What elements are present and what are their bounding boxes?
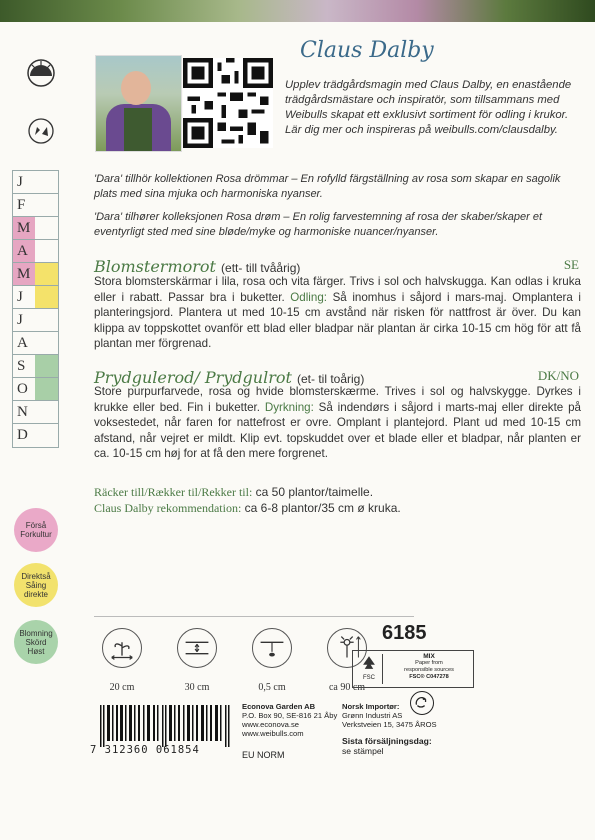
plant-name-dk: Prydgulerod/ Prydgulrot bbox=[94, 368, 292, 387]
intro-text: Upplev trädgårdsmagin med Claus Dalby, en enastående trädgårdsmästare och inspiratör, som tillsammans med Weibulls skapat ett exklusivt sortiment för odling i krukor. Lär dig mer och inspireras på weibulls.com/clausdalby. bbox=[285, 79, 572, 136]
importer-info: Norsk Importør: Grønn Industri AS Verkstveien 15, 3475 ÅROS bbox=[342, 702, 437, 729]
sowing-depth-icon bbox=[252, 628, 292, 668]
plant-height-label: ca 90 cm bbox=[328, 682, 366, 693]
description-se: Stora blomsterskärmar i lila, rosa och vita färger. Trivs i sol och halvskugga. Kan odlas i kruka eller i rabatt. Passar bra i buketter. Odling: Så inomhus i såjord i mars-maj. Omplantera i planteringsjord. Plantera ut med 10-15 cm avstånd när risken för nattfrost är över. Du kan klippa av toppskottet ovanför ett blad eller bladpar när plantan är cirka 10-15 cm hög för att få plantan mer förgrenad. bbox=[94, 275, 581, 350]
month-row: N bbox=[13, 401, 58, 424]
description-dk: Store purpurfarvede, rosa og hvide blomsterskærme. Trives i sol og halvskygge. Dyrkes i krukke eller bed. Fin i buketter. Dyrkning: Så indendørs i såjord i marts-maj eller direkte på voksestedet, når faren for nattefrost er ovre. Omplant i plantejord. Plant ud med 10-15 cm afstand, når vejret er mildt. Klip evt. topskuddet over et blade eller et bladpar, når planten er ca. 10-15 cm høj for at få den mere forgrenet. bbox=[94, 385, 581, 460]
language-tag-dk: DK/NO bbox=[537, 368, 579, 383]
claus-dalby-photo bbox=[95, 55, 182, 152]
qr-code[interactable] bbox=[183, 58, 273, 148]
language-tag-se: SE bbox=[563, 257, 579, 272]
section-heading-se bbox=[94, 257, 579, 275]
month-row: J bbox=[13, 309, 58, 332]
claus-dalby-signature: Claus Dalby bbox=[300, 38, 434, 63]
sowing-calendar bbox=[12, 170, 59, 448]
month-row: J bbox=[13, 171, 58, 194]
fsc-label: FSC MIX Paper from responsible sources FSC® C047278 bbox=[352, 650, 474, 688]
row-spacing-label: 20 cm bbox=[109, 682, 135, 693]
lifecycle-dk: (et- til toårig) bbox=[297, 372, 365, 386]
month-row: A bbox=[13, 332, 58, 355]
legend-bloom: Blomning Skörd Høst bbox=[14, 620, 58, 664]
month-row: M bbox=[13, 263, 58, 286]
header-photo-strip bbox=[0, 0, 595, 22]
fsc-tree-icon: FSC bbox=[356, 654, 383, 684]
recommendation-info: Claus Dalby rekommendation: ca 6-8 plantor/35 cm ø kruka. bbox=[94, 501, 401, 515]
sell-by-info: Sista försäljningsdag: se stämpel bbox=[342, 736, 432, 756]
month-row: A bbox=[13, 240, 58, 263]
sowing-depth-label: 0,5 cm bbox=[258, 682, 286, 693]
divider bbox=[94, 616, 414, 617]
month-row: M bbox=[13, 217, 58, 240]
month-row: F bbox=[13, 194, 58, 217]
plant-spacing-icon bbox=[177, 628, 217, 668]
collection-text-dk: 'Dara' tilhører kolleksjonen Rosa drøm – En rolig farvestemning af rosa der skaber/skaper et eventyrligt sted med sine bløde/myke og harmoniske nuancer/nyanser. bbox=[94, 211, 543, 238]
month-row: O bbox=[13, 378, 58, 401]
yield-info: Räcker till/Rækker til/Rekker til: ca 50 plantor/taimelle. bbox=[94, 485, 374, 499]
sun-icon bbox=[26, 58, 56, 88]
barcode bbox=[98, 705, 233, 747]
legend-sow-direct: Direktså Såing direkte bbox=[14, 563, 58, 607]
legend-sow-indoors: Förså Forkultur bbox=[14, 508, 58, 552]
plant-name-se: Blomstermorot bbox=[94, 257, 216, 276]
month-row: S bbox=[13, 355, 58, 378]
row-spacing-icon bbox=[102, 628, 142, 668]
lifecycle-se: (ett- till tvåårig) bbox=[221, 261, 301, 275]
barcode-number: 7 312360 061854 bbox=[90, 744, 200, 756]
watering-can-icon bbox=[28, 118, 54, 144]
month-row: J bbox=[13, 286, 58, 309]
month-row: D bbox=[17, 427, 28, 443]
product-code: 6185 bbox=[382, 622, 427, 644]
collection-text-se: 'Dara' tillhör kollektionen Rosa drömmar – En rofylld färgställning av rosa som skapar en sagolik plats med sina mjuka och harmoniska nyanser. bbox=[94, 173, 561, 200]
plant-spacing-label: 30 cm bbox=[184, 682, 210, 693]
company-address: Econova Garden AB P.O. Box 90, SE-816 21 Åby www.econova.se www.weibulls.com bbox=[242, 702, 338, 738]
eu-norm: EU NORM bbox=[242, 750, 285, 760]
